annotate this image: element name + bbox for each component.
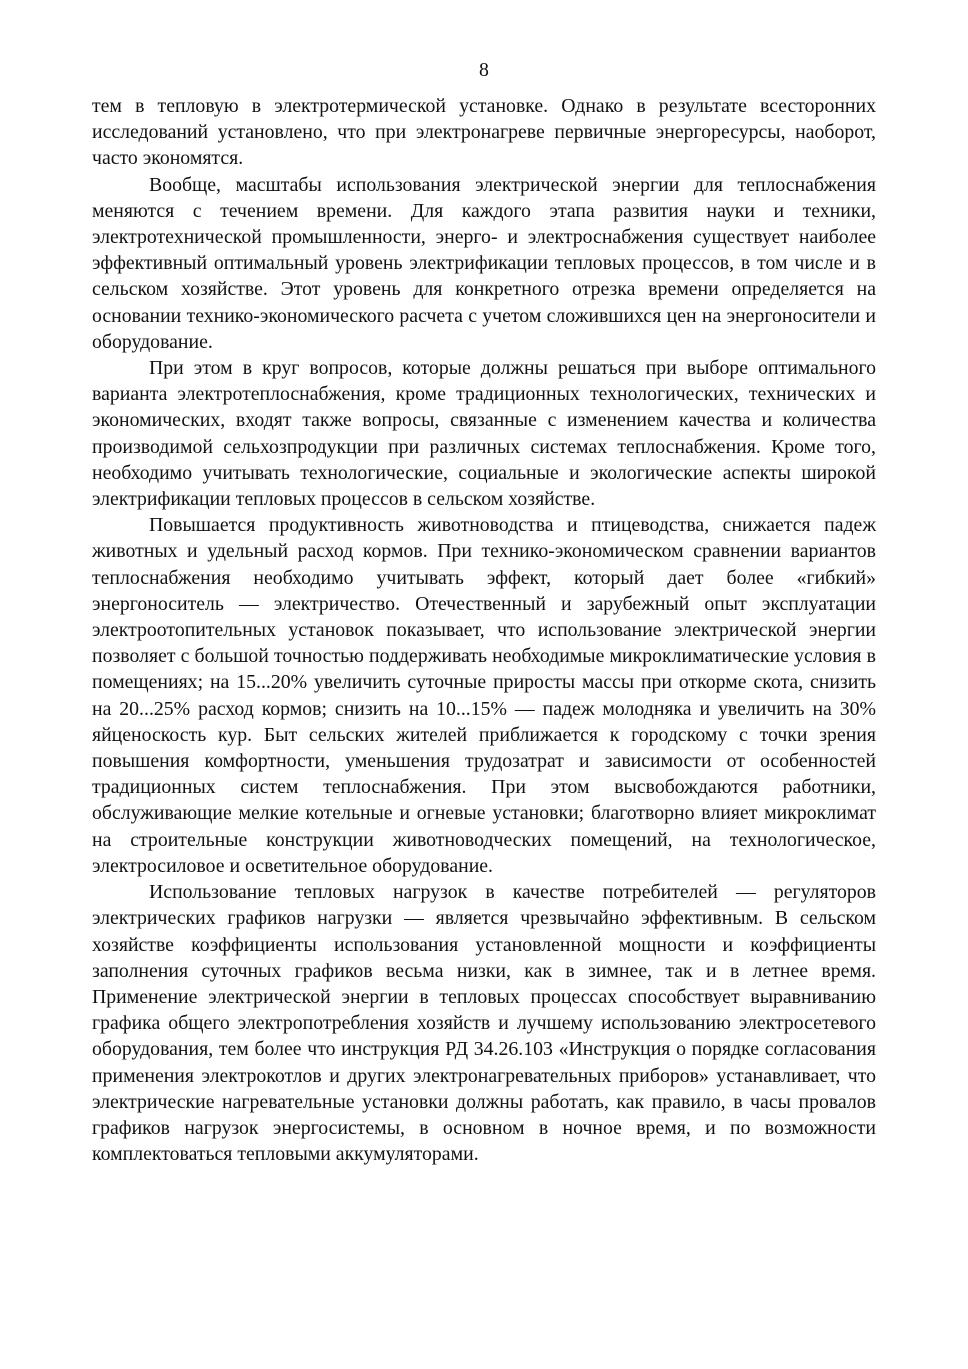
paragraph-heat-supply-scale: Вообще, масштабы использования электрической энергии для теплоснабжения меняются с течением времени. Для каждого этапа развития науки и техники, электротехнической промышленности, энерго- и электроснабжения существует наиболее эффективный оптимальный уровень электрификации тепловых процессов, в том числе и в сельском хозяйстве. Этот уровень для конкретного отрезка времени определяется на основании технико-экономического расчета с учетом сложившихся цен на энергоносители и оборудование. <box>92 173 876 353</box>
paragraph-thermal-loads: Использование тепловых нагрузок в качестве потребителей — регуляторов электрических графиков нагрузки — является чрезвычайно эффективным. В сельском хозяйстве коэффициенты использования установленной мощности и коэффициенты заполнения суточных графиков весьма низки, как в зимнее, так и в летнее время. Применение электрической энергии в тепловых процессах способствует выравниванию графика общего электропотребления хозяйств и лучшему использованию электросетевого оборудования, тем более что инструкция РД 34.26.103 «Инструкция о порядке согласования применения электрокотлов и других электронагревательных приборов» устанавливает, что электрические нагревательные установки должны работать, как правило, в часы провалов графиков нагрузок энергосистемы, в основном в ночное время, и по возможности комплектоваться тепловыми аккумуляторами. <box>92 881 876 1166</box>
page-number: 8 <box>479 59 489 81</box>
document-page <box>92 57 876 1167</box>
paragraph-optimal-variant: При этом в круг вопросов, которые должны решаться при выборе оптимального варианта электротеплоснабжения, кроме традиционных технологических, технических и экономических, входят также вопросы, связанные с изменением качества и количества производимой сельхозпродукции при различных системах теплоснабжения. Кроме того, необходимо учитывать технологические, социальные и экологические аспекты широкой электрификации тепловых процессов в сельском хозяйстве. <box>92 357 876 511</box>
paragraph-continuation: тем в тепловую в электротермической установке. Однако в результате всесторонних исследований установлено, что при электронагреве первичные энергоресурсы, наоборот, часто экономятся. <box>92 95 876 170</box>
paragraph-productivity: Повышается продуктивность животноводства и птицеводства, снижается падеж животных и удельный расход кормов. При технико-экономическом сравнении вариантов теплоснабжения необходимо учитывать эффект, который дает более «гибкий» энергоноситель — электричество. Отечественный и зарубежный опыт эксплуатации электроотопительных установок показывает, что использование электрической энергии позволяет с большой точностью поддерживать необходимые микроклиматические условия в помещениях; на 15...20% увеличить суточные приросты массы при откорме скота, снизить на 20...25% расход кормов; снизить на 10...15% — падеж молодняка и увеличить на 30% яйценоскость кур. Быт сельских жителей приближается к городскому с точки зрения повышения комфортности, уменьшения трудозатрат и зависимости от особенностей традиционных систем теплоснабжения. При этом высвобождаются работники, обслуживающие мелкие котельные и огневые установки; благотворно влияет микроклимат на строительные конструкции животноводческих помещений, на технологическое, электросиловое и осветительное оборудование. <box>92 514 876 877</box>
